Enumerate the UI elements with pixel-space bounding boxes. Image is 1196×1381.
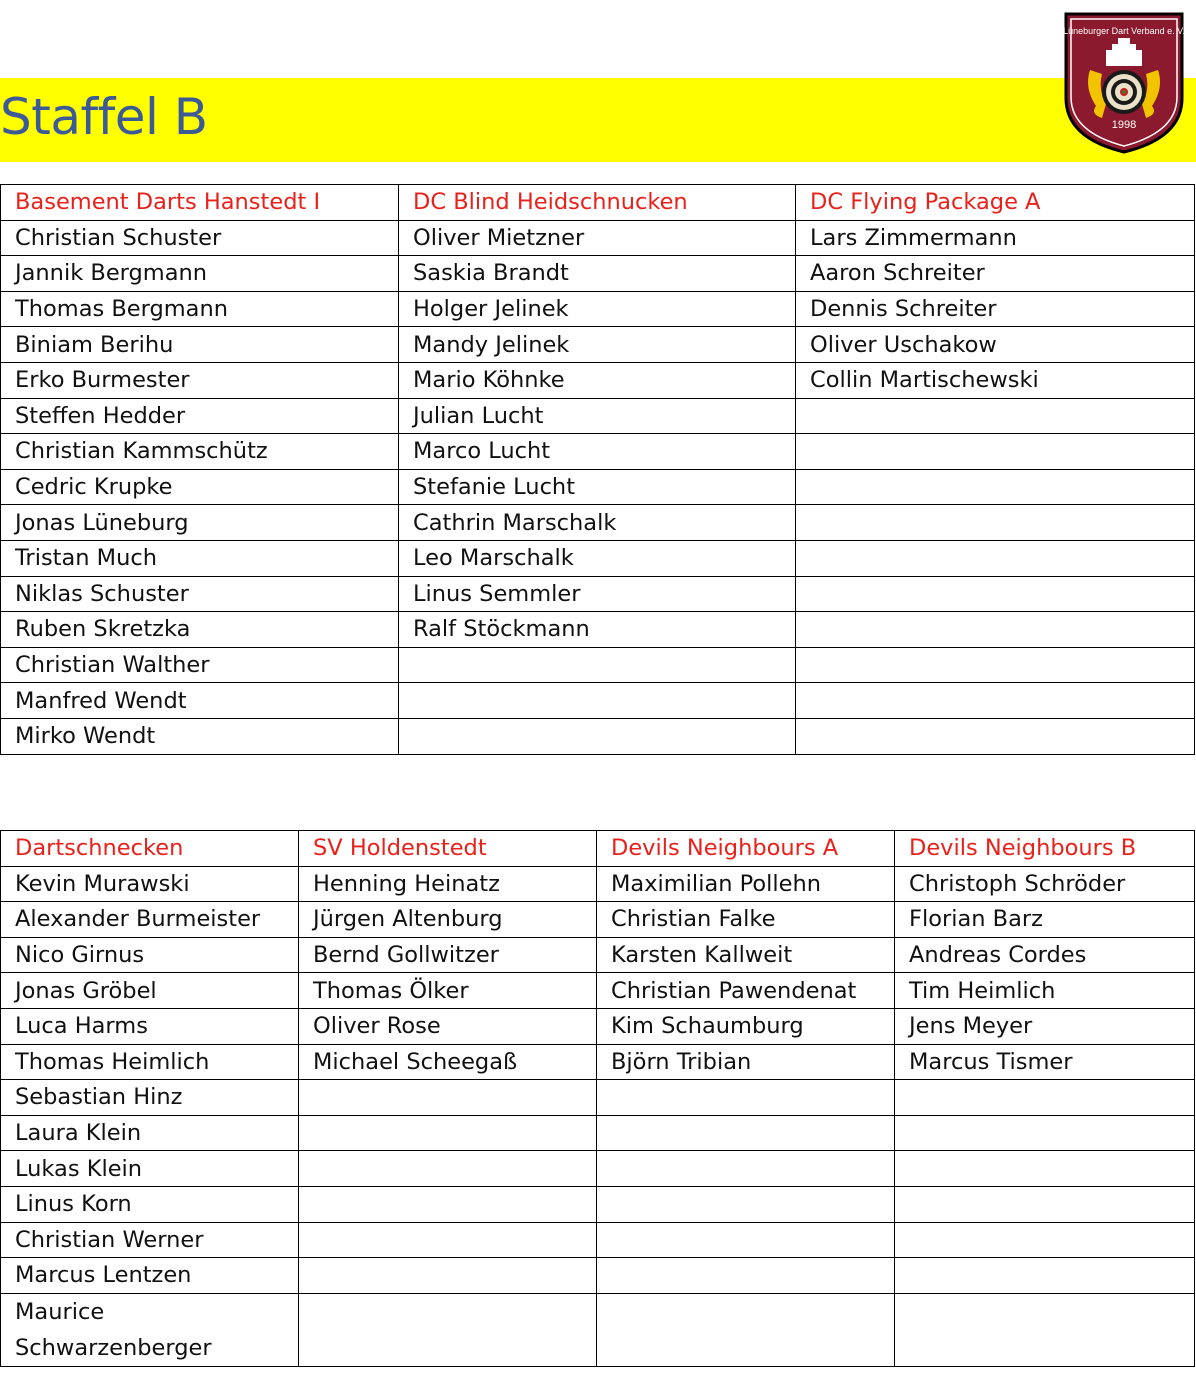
empty-cell bbox=[796, 398, 1195, 434]
player-name: Jannik Bergmann bbox=[1, 256, 399, 292]
table-row bbox=[1, 327, 1195, 363]
empty-cell bbox=[796, 647, 1195, 683]
empty-cell bbox=[299, 1222, 597, 1258]
player-name: Christian Werner bbox=[1, 1222, 299, 1258]
player-name: Christian Falke bbox=[597, 902, 895, 938]
table-row bbox=[1, 902, 1195, 938]
table-row bbox=[1, 647, 1195, 683]
player-name: Oliver Uschakow bbox=[796, 327, 1195, 363]
empty-cell bbox=[796, 683, 1195, 719]
player-name: Julian Lucht bbox=[399, 398, 796, 434]
player-name: Manfred Wendt bbox=[1, 683, 399, 719]
empty-cell bbox=[399, 683, 796, 719]
table-row bbox=[1, 469, 1195, 505]
team-name: Basement Darts Hanstedt I bbox=[1, 185, 399, 221]
table-row bbox=[1, 220, 1195, 256]
empty-cell bbox=[796, 718, 1195, 754]
empty-cell bbox=[597, 1293, 895, 1366]
player-name: Aaron Schreiter bbox=[796, 256, 1195, 292]
player-name: Thomas Ölker bbox=[299, 973, 597, 1009]
table-row bbox=[1, 540, 1195, 576]
table-row bbox=[1, 362, 1195, 398]
empty-cell bbox=[299, 1115, 597, 1151]
empty-cell bbox=[299, 1151, 597, 1187]
empty-cell bbox=[796, 434, 1195, 470]
team-name: DC Flying Package A bbox=[796, 185, 1195, 221]
empty-cell bbox=[895, 1080, 1195, 1116]
table-row bbox=[1, 866, 1195, 902]
team-name: Devils Neighbours B bbox=[895, 831, 1195, 867]
player-name: Nico Girnus bbox=[1, 937, 299, 973]
empty-cell bbox=[796, 505, 1195, 541]
player-name: Thomas Heimlich bbox=[1, 1044, 299, 1080]
empty-cell bbox=[895, 1222, 1195, 1258]
empty-cell bbox=[895, 1186, 1195, 1222]
team-name: Dartschnecken bbox=[1, 831, 299, 867]
player-name: Jonas Gröbel bbox=[1, 973, 299, 1009]
player-name: Michael Scheegaß bbox=[299, 1044, 597, 1080]
player-name: Andreas Cordes bbox=[895, 937, 1195, 973]
table-row bbox=[1, 505, 1195, 541]
empty-cell bbox=[299, 1080, 597, 1116]
empty-cell bbox=[597, 1115, 895, 1151]
player-name: Mirko Wendt bbox=[1, 718, 399, 754]
player-name: Linus Semmler bbox=[399, 576, 796, 612]
player-name: Stefanie Lucht bbox=[399, 469, 796, 505]
empty-cell bbox=[399, 718, 796, 754]
player-name: Karsten Kallweit bbox=[597, 937, 895, 973]
team-name: SV Holdenstedt bbox=[299, 831, 597, 867]
player-name: Christian Kammschütz bbox=[1, 434, 399, 470]
empty-cell bbox=[399, 647, 796, 683]
table-row bbox=[1, 1008, 1195, 1044]
empty-cell bbox=[597, 1222, 895, 1258]
player-name: Marcus Lentzen bbox=[1, 1258, 299, 1294]
empty-cell bbox=[796, 612, 1195, 648]
player-name: Sebastian Hinz bbox=[1, 1080, 299, 1116]
logo-year: 1998 bbox=[1111, 119, 1137, 131]
player-name: Thomas Bergmann bbox=[1, 291, 399, 327]
team-header-row bbox=[1, 831, 1195, 867]
table-row bbox=[1, 683, 1195, 719]
table-row bbox=[1, 1151, 1195, 1187]
player-name: Kevin Murawski bbox=[1, 866, 299, 902]
player-name: Henning Heinatz bbox=[299, 866, 597, 902]
player-name: Tim Heimlich bbox=[895, 973, 1195, 1009]
player-name: Steffen Hedder bbox=[1, 398, 399, 434]
table-row bbox=[1, 1080, 1195, 1116]
player-name: Jonas Lüneburg bbox=[1, 505, 399, 541]
player-name: Maurice Schwarzenberger bbox=[1, 1293, 299, 1366]
club-logo bbox=[1062, 10, 1186, 156]
table-row bbox=[1, 291, 1195, 327]
player-name: Christian Pawendenat bbox=[597, 973, 895, 1009]
player-name: Leo Marschalk bbox=[399, 540, 796, 576]
empty-cell bbox=[796, 576, 1195, 612]
player-name: Björn Tribian bbox=[597, 1044, 895, 1080]
table-row bbox=[1, 1293, 1195, 1366]
team-name: Devils Neighbours A bbox=[597, 831, 895, 867]
empty-cell bbox=[796, 469, 1195, 505]
player-name: Lars Zimmermann bbox=[796, 220, 1195, 256]
player-name: Cedric Krupke bbox=[1, 469, 399, 505]
table-row bbox=[1, 576, 1195, 612]
page-title: Staffel B bbox=[0, 88, 208, 146]
player-name: Marcus Tismer bbox=[895, 1044, 1195, 1080]
team-name: DC Blind Heidschnucken bbox=[399, 185, 796, 221]
table-row bbox=[1, 1222, 1195, 1258]
player-name: Dennis Schreiter bbox=[796, 291, 1195, 327]
empty-cell bbox=[895, 1293, 1195, 1366]
player-name: Jürgen Altenburg bbox=[299, 902, 597, 938]
table-row bbox=[1, 434, 1195, 470]
player-name: Biniam Berihu bbox=[1, 327, 399, 363]
player-name: Ruben Skretzka bbox=[1, 612, 399, 648]
empty-cell bbox=[895, 1258, 1195, 1294]
table-row bbox=[1, 973, 1195, 1009]
empty-cell bbox=[299, 1258, 597, 1294]
empty-cell bbox=[299, 1293, 597, 1366]
player-name: Erko Burmester bbox=[1, 362, 399, 398]
roster-table-1 bbox=[0, 184, 1195, 755]
empty-cell bbox=[597, 1258, 895, 1294]
player-name: Luca Harms bbox=[1, 1008, 299, 1044]
player-name: Laura Klein bbox=[1, 1115, 299, 1151]
player-name: Collin Martischewski bbox=[796, 362, 1195, 398]
player-name: Saskia Brandt bbox=[399, 256, 796, 292]
table-row bbox=[1, 398, 1195, 434]
empty-cell bbox=[597, 1151, 895, 1187]
empty-cell bbox=[796, 540, 1195, 576]
table-row bbox=[1, 256, 1195, 292]
roster-table-2 bbox=[0, 830, 1195, 1367]
logo-arc-text: Lüneburger Dart Verband e. V. bbox=[1063, 26, 1185, 36]
table-row bbox=[1, 1115, 1195, 1151]
player-name: Maximilian Pollehn bbox=[597, 866, 895, 902]
player-name: Cathrin Marschalk bbox=[399, 505, 796, 541]
player-name: Christian Walther bbox=[1, 647, 399, 683]
player-name: Ralf Stöckmann bbox=[399, 612, 796, 648]
player-name: Marco Lucht bbox=[399, 434, 796, 470]
player-name: Mario Köhnke bbox=[399, 362, 796, 398]
player-name: Florian Barz bbox=[895, 902, 1195, 938]
empty-cell bbox=[299, 1186, 597, 1222]
table-row bbox=[1, 1186, 1195, 1222]
player-name: Christoph Schröder bbox=[895, 866, 1195, 902]
player-name: Alexander Burmeister bbox=[1, 902, 299, 938]
player-name: Niklas Schuster bbox=[1, 576, 399, 612]
table-row bbox=[1, 718, 1195, 754]
player-name: Christian Schuster bbox=[1, 220, 399, 256]
empty-cell bbox=[597, 1080, 895, 1116]
player-name: Jens Meyer bbox=[895, 1008, 1195, 1044]
empty-cell bbox=[895, 1151, 1195, 1187]
player-name: Oliver Mietzner bbox=[399, 220, 796, 256]
player-name: Mandy Jelinek bbox=[399, 327, 796, 363]
player-name: Bernd Gollwitzer bbox=[299, 937, 597, 973]
table-row bbox=[1, 1258, 1195, 1294]
player-name: Linus Korn bbox=[1, 1186, 299, 1222]
player-name: Kim Schaumburg bbox=[597, 1008, 895, 1044]
player-name: Tristan Much bbox=[1, 540, 399, 576]
empty-cell bbox=[597, 1186, 895, 1222]
table-row bbox=[1, 612, 1195, 648]
player-name: Holger Jelinek bbox=[399, 291, 796, 327]
table-row bbox=[1, 937, 1195, 973]
player-name: Lukas Klein bbox=[1, 1151, 299, 1187]
table-row bbox=[1, 1044, 1195, 1080]
empty-cell bbox=[895, 1115, 1195, 1151]
player-name: Oliver Rose bbox=[299, 1008, 597, 1044]
team-header-row bbox=[1, 185, 1195, 221]
